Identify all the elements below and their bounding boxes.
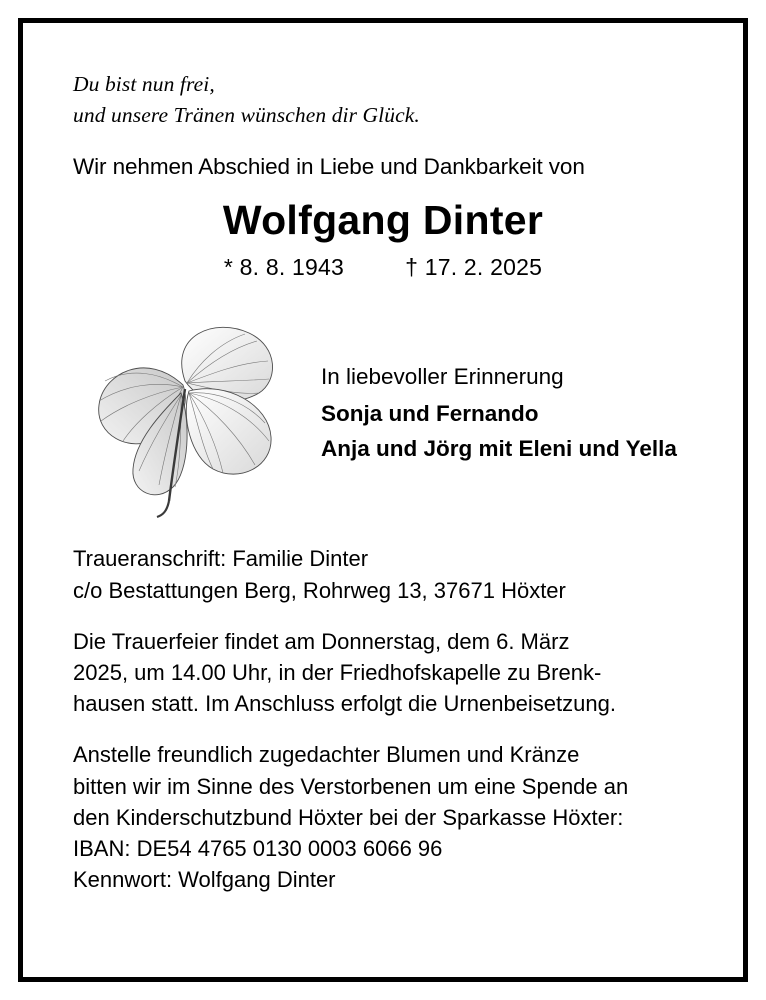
epitaph <box>73 69 693 130</box>
ceremony-line-3: hausen statt. Im Anschluss erfolgt die Urnenbeisetzung. <box>73 691 616 717</box>
donation-keyword: Kennwort: Wolfgang Dinter <box>73 867 336 893</box>
ceremony-block <box>73 626 693 720</box>
contact-line-1: Traueranschrift: Familie Dinter <box>73 546 369 572</box>
epitaph-line-2: und unsere Tränen wünschen dir Glück. <box>73 102 420 127</box>
contact-block <box>73 543 693 605</box>
ceremony-line-2: 2025, um 14.00 Uhr, in der Friedhofskapelle zu Brenk- <box>73 659 602 685</box>
ceremony-line-1: Die Trauerfeier findet am Donnerstag, dem 6. März <box>73 628 570 654</box>
donation-line-3: den Kinderschutzbund Höxter bei der Sparkasse Höxter: <box>73 804 624 830</box>
donation-iban: IBAN: DE54 4765 0130 0003 6066 96 <box>73 836 443 862</box>
memorial-heading: In liebevoller Erinnerung <box>321 364 564 390</box>
deceased-name: Wolfgang Dinter <box>222 197 544 244</box>
intro-text: Wir nehmen Abschied in Liebe und Dankbarkeit von <box>73 154 585 180</box>
donation-line-1: Anstelle freundlich zugedachter Blumen und Kränze <box>73 742 580 768</box>
epitaph-line-1: Du bist nun frei, <box>73 72 215 96</box>
memorial-text <box>321 361 741 467</box>
mourner-line-1: Sonja und Fernando <box>321 400 539 426</box>
middle-section <box>73 289 693 539</box>
mourner-line-2: Anja und Jörg mit Eleni und Yella <box>321 435 677 461</box>
donation-line-2: bitten wir im Sinne des Verstorbenen um eine Spende an <box>73 773 629 799</box>
donation-block <box>73 739 693 895</box>
contact-line-2: c/o Bestattungen Berg, Rohrweg 13, 37671 Höxter <box>73 577 566 603</box>
death-date: † 17. 2. 2025 <box>405 254 543 281</box>
life-dates <box>73 254 693 281</box>
notice-frame <box>18 18 748 982</box>
birth-date: * 8. 8. 1943 <box>223 254 344 281</box>
ginkgo-leaf-illustration <box>73 289 308 524</box>
